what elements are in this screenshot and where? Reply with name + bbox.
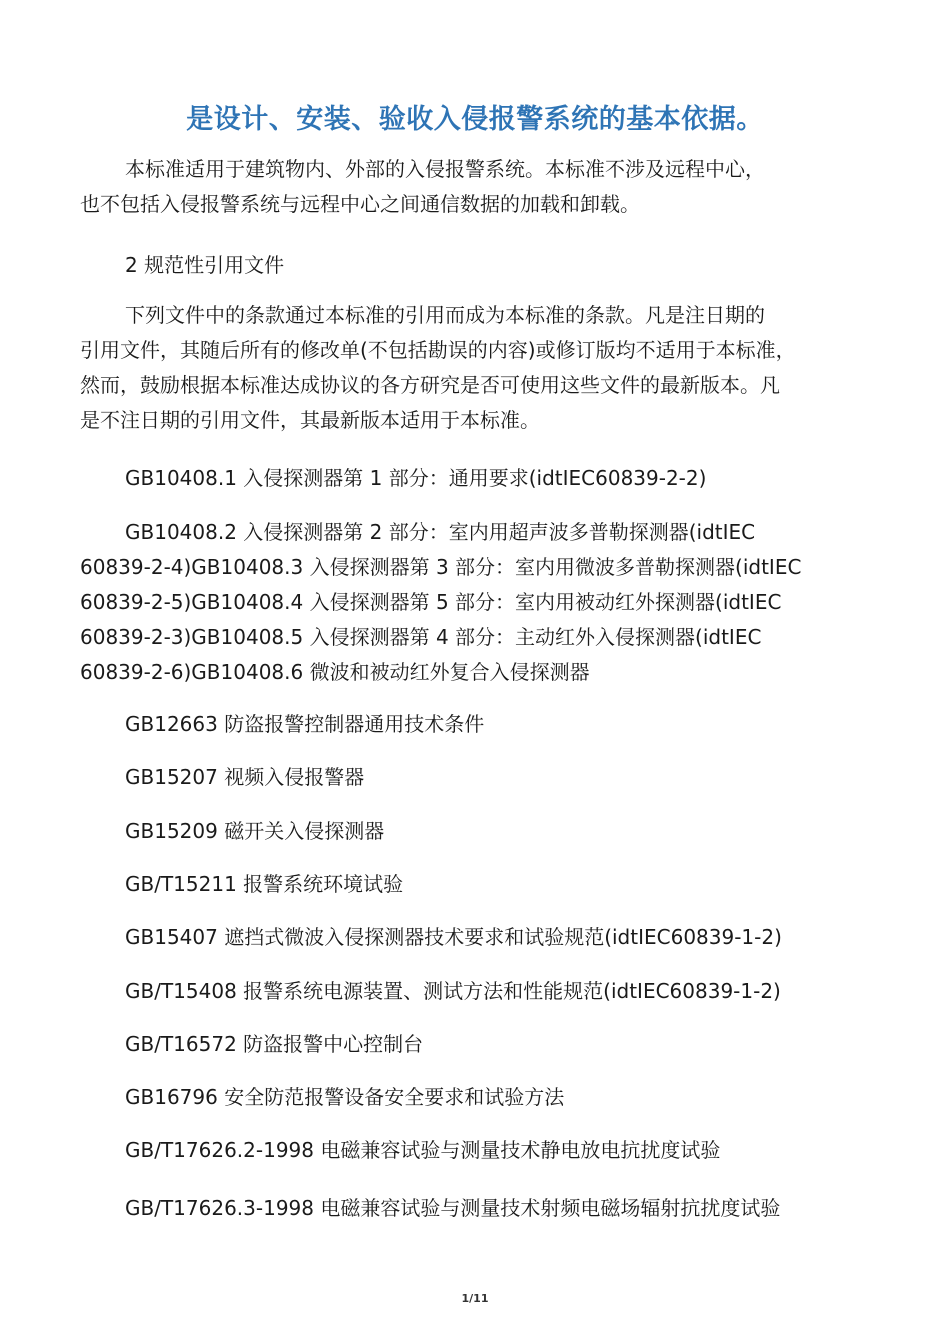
reference-item: GB10408.1 入侵探测器第 1 部分：通用要求(idtIEC60839-2-2) (125, 466, 707, 490)
reference-item: GB15209 磁开关入侵探测器 (125, 819, 385, 843)
normative-line: 下列文件中的条款通过本标准的引用而成为本标准的条款。凡是注日期的 (125, 303, 765, 327)
normative-paragraph (80, 298, 880, 438)
reference-item: GB/T17626.3-1998 电磁兼容试验与测量技术射频电磁场辐射抗扰度试验 (125, 1196, 781, 1220)
normative-line: 是不注日期的引用文件，其最新版本适用于本标准。 (80, 408, 540, 432)
scope-line: 也不包括入侵报警系统与远程中心之间通信数据的加载和卸载。 (80, 192, 640, 216)
page-number: 1/11 (461, 1292, 489, 1305)
scope-line: 本标准适用于建筑物内、外部的入侵报警系统。本标准不涉及远程中心， (125, 157, 765, 181)
reference-item: GB/T16572 防盗报警中心控制台 (125, 1032, 424, 1056)
page-title: 是设计、安装、验收入侵报警系统的基本依据。 (186, 104, 764, 135)
reference-item: GB/T17626.2-1998 电磁兼容试验与测量技术静电放电抗扰度试验 (125, 1138, 721, 1162)
scope-paragraph (80, 152, 880, 222)
reference-item: GB15207 视频入侵报警器 (125, 765, 365, 789)
reference-block-line: GB10408.2 入侵探测器第 2 部分：室内用超声波多普勒探测器(idtIEC (125, 520, 756, 544)
reference-block-line: 60839-2-6)GB10408.6 微波和被动红外复合入侵探测器 (80, 660, 590, 684)
reference-item: GB15407 遮挡式微波入侵探测器技术要求和试验规范(idtIEC60839-1-2) (125, 925, 782, 949)
normative-line: 引用文件，其随后所有的修改单(不包括勘误的内容)或修订版均不适用于本标准， (80, 338, 796, 362)
section-heading (80, 248, 880, 283)
reference-block-line: 60839-2-4)GB10408.3 入侵探测器第 3 部分：室内用微波多普勒探测器(idtIEC (80, 555, 802, 579)
reference-item: GB16796 安全防范报警设备安全要求和试验方法 (125, 1085, 565, 1109)
reference-item: GB/T15211 报警系统环境试验 (125, 872, 404, 896)
reference-block (80, 515, 880, 690)
section-heading-text: 2 规范性引用文件 (125, 253, 285, 277)
reference-block-line: 60839-2-5)GB10408.4 入侵探测器第 5 部分：室内用被动红外探测器(idtIEC (80, 590, 782, 614)
normative-line: 然而，鼓励根据本标准达成协议的各方研究是否可使用这些文件的最新版本。凡 (80, 373, 780, 397)
reference-item: GB12663 防盗报警控制器通用技术条件 (125, 712, 485, 736)
reference-block-line: 60839-2-3)GB10408.5 入侵探测器第 4 部分：主动红外入侵探测器(idtIEC (80, 625, 762, 649)
reference-item: GB/T15408 报警系统电源装置、测试方法和性能规范(idtIEC60839-1-2) (125, 979, 781, 1003)
